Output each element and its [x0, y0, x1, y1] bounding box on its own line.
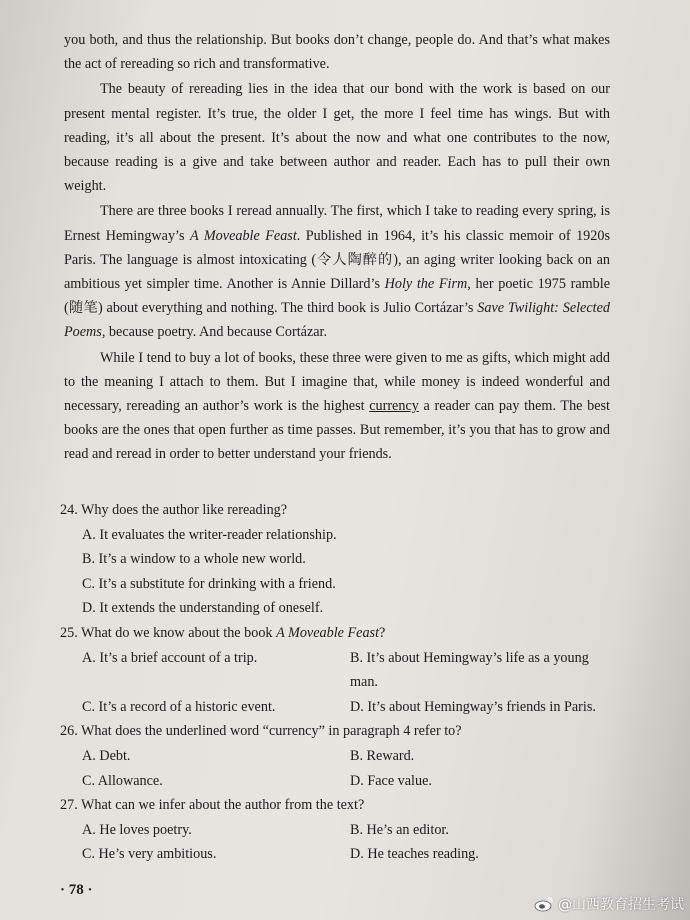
watermark-text: @山西教育招生考试 — [558, 897, 684, 913]
option-row — [82, 818, 620, 843]
passage-paragraph-continued — [64, 28, 610, 76]
option-d: D. It extends the understanding of oneself. — [82, 600, 324, 617]
option-b: B. Reward. — [350, 747, 415, 764]
passage-paragraph-4 — [64, 199, 610, 344]
question-stem — [60, 621, 620, 646]
option-a: A. Debt. — [82, 747, 131, 764]
weibo-icon — [534, 896, 554, 912]
option-d: D. He teaches reading. — [350, 846, 479, 863]
option-row — [82, 842, 620, 867]
option-c: C. It’s a record of a historic event. — [82, 698, 276, 715]
paragraph-text: , her poetic 1975 ramble (随笔) about everything and nothing. The third book is Julio Cortázar’s — [64, 276, 610, 317]
option-c: C. Allowance. — [82, 772, 163, 789]
question-27 — [60, 793, 620, 867]
book-title-moveable-feast: A Moveable Feast — [189, 227, 297, 244]
option-c: C. He’s very ambitious. — [82, 846, 217, 863]
paragraph-text: . Published in 1964, it’s his classic memoir of 1920s Paris. The language is almost intoxicating (令人陶醉的), an aging writer looking back on an ambitious yet simpler time. Another is Annie Dillard’s — [64, 227, 610, 293]
paragraph-text: There are three books I reread annually. The first, which I take to reading every spring, is Ernest Hemingway’s — [64, 203, 610, 244]
paragraph-text: The beauty of rereading lies in the idea that our bond with the work is based on our present mental register. It’s true, the older I get, the more I feel time has wings. But with reading, it’s all about the present. It’s about the now and what one contributes to the now, because reading is a give and take between author and reader. Each has to pull their own weight. — [64, 81, 610, 195]
option-c: C. It’s a substitute for drinking with a friend. — [82, 575, 336, 592]
option-a: A. It evaluates the writer-reader relationship. — [82, 526, 337, 543]
paragraph-text: While I tend to buy a lot of books, these three were given to me as gifts, which might add to the meaning I attach to them. But I imagine that, while money is indeed wonderful and necessary, rereading an author’s work is the highest — [64, 349, 610, 415]
book-title-holy-the-firm: Holy the Firm — [384, 276, 468, 293]
question-stem: 24. Why does the author like rereading? — [60, 502, 288, 518]
weibo-watermark — [534, 894, 684, 914]
stem-text: 25. What do we know about the book — [60, 624, 277, 641]
question-list — [60, 498, 620, 867]
option-d: D. It’s about Hemingway’s friends in Paris. — [350, 698, 596, 715]
option-b: B. It’s about Hemingway’s life as a young man. — [350, 649, 589, 691]
option-b: B. It’s a window to a whole new world. — [82, 551, 306, 568]
question-stem: 26. What does the underlined word “currency” in paragraph 4 refer to? — [60, 723, 462, 740]
stem-text: ? — [379, 624, 386, 641]
question-stem: 27. What can we infer about the author from the text? — [60, 797, 365, 814]
option-row — [82, 769, 620, 794]
option-b: B. He’s an editor. — [350, 821, 449, 838]
option-a: A. He loves poetry. — [82, 821, 192, 838]
question-26 — [60, 719, 620, 793]
option-d: D. Face value. — [350, 772, 432, 789]
option-row — [82, 695, 620, 720]
paragraph-text: , because poetry. And because Cortázar. — [101, 324, 328, 341]
book-title-save-twilight: Save Twilight: Selected Poems — [64, 300, 610, 341]
option-a: A. It’s a brief account of a trip. — [82, 649, 258, 666]
option-row — [82, 646, 620, 695]
paragraph-text: a reader can pay them. The best books are the ones that open further as time passes. But remember, it’s you that has to grow and read and reread in order to better understand your friends. — [64, 398, 610, 463]
reading-passage — [64, 28, 610, 468]
question-24 — [60, 498, 620, 621]
underlined-word-currency: currency — [369, 398, 419, 415]
stem-book-title: A Moveable Feast — [276, 624, 380, 641]
passage-paragraph-5 — [64, 346, 610, 467]
option-row — [82, 744, 620, 769]
page-number: · 78 · — [60, 882, 93, 898]
paragraph-text: you both, and thus the relationship. But books don’t change, people do. And that’s what makes the act of rereading so rich and transformative. — [64, 32, 610, 73]
passage-paragraph-3 — [64, 77, 610, 198]
question-25 — [60, 621, 620, 719]
